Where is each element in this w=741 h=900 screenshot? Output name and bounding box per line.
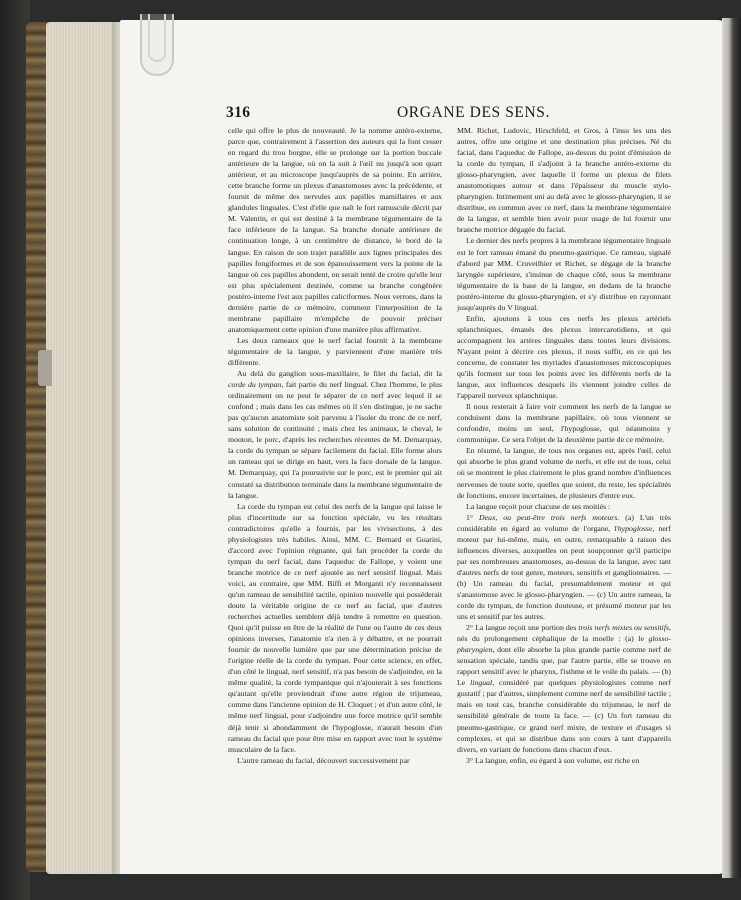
paragraph (457, 512, 671, 622)
italic-term: hypoglosse (617, 523, 653, 533)
book-spine (26, 22, 48, 872)
text-run: , nés du prolongement céphalique de la moelle : (a) le (457, 623, 671, 644)
bookmark-tab (38, 350, 52, 386)
paragraph: Les deux rameaux que le nerf facial fournit à la membrane tégumentaire de la langue, y parviennent d'une manière très différente. (228, 335, 442, 367)
paragraph (228, 368, 442, 501)
paragraph: Le dernier des nerfs propres à la membrane tégumentaire linguale est le fort rameau émané du pneumo-gastrique. Ce rameau, signalé d'abord par MM. Cruveilhier et Richet, se dégage de la branche laryngée supérieure, s'insinue de chaque côté, sous la membrane tégumentaire de la base de la langue, en dedans de la branche postéro-interne du glosso-pharyngien, et s'y distribue en rayonnant jusqu'auprès du V lingual. (457, 236, 672, 312)
page-number: 316 (226, 104, 251, 121)
text-run: , considéré par quelques physiologistes comme nerf gustatif ; par d'autres, simplement comme nerf de sensibilité tactile ; mais en tout cas, branche considérable du trijumeau, le nerf de sensibilité générale de toute la face. — (c) Un fort rameau du pneumo-gastrique, ce grand nerf mixte, de texture et d'usages si complexes, et qui se distribue dans son cours à tant d'appareils divers, en variant de fonctions dans chacun d'eux. (457, 678, 671, 754)
text-run: , nerf moteur par lui-même, mais, en outre, remarquable à raison des influences diverses, auxquelles on peut soupçonner qu'il participe par ses nombreuses anastomoses, au-dessus de la langue, avec tant d'autres nerfs de tout genre, moteurs, sensitifs et ganglionnaires. — (b) Un rameau du facial, presumablement moteur et qui s'anastomose avec le glosso-pharyngien. — (c) Un autre rameau, la corde du tympan, de fonction douteuse, et présumé moteur par les uns et sensitif par les autres. (457, 523, 671, 622)
italic-term: glosso-pharyngien (457, 634, 671, 655)
text-run: , dont elle absorbe la plus grande partie comme nerf de sensation spéciale, tandis que, par l'autre partie, elle se trouve en rapport sensitif avec le pharynx, l'isthme et le voile du palais. — (b) Le (457, 645, 671, 688)
italic-term: trois nerfs mixtes ou sensitifs (578, 623, 670, 633)
paragraph: En résumé, la langue, de tous nos organes est, après l'œil, celui qui absorbe le plus grand volume de nerfs, et elle est de tous, celui où se montrent le plus clairement le plus grand nombre d'influences nerveuses de toute sorte, quelles que soient, du reste, les spécialités de fonctions, encore incertaines, de plusieurs d'entre eux. (457, 446, 671, 500)
text-run: 2° La langue reçoit une portion des (466, 623, 579, 633)
paragraph: La corde du tympan est celui des nerfs de la langue qui laisse le plus d'incertitude sur sa fonction spéciale, vu les résultats contradictoires qu'elle a fournis, par les vivisections, à des physiologistes très habiles. Ainsi, MM. C. Bernard et Guarini, d'accord avec l'opinion régnante, qui fait procéder la corde du tympan du nerf facial, dans l'aqueduc de Fallope, y voient une branche motrice de ce nerf ajoutée au nerf sensitif lingual. Mais voici, au contraire, que MM. Biffi et Morganti n'y reconnaissent qu'un rameau de sensibilité tactile, opinion nouvelle qui posséderait doute la véritable origine de ce nerf au facial, que d'autres recherches actuelles semblent déjà tendre à remettre en question. Quoi qu'il puisse en être de la réalité de l'une ou l'autre de ces deux opinions inverses, l'anatomie n'a rien à y débattre, et ne pourrait fournir de nouvelle lumière que par une détermination précise de l'origine réelle de la corde du tympan. Pour cette science, en effet, d'un côté le lingual, nerf sensitif, n'a pas besoin de s'adjoindre, en la même qualité, la corde tympanique qui n'ajouterait à ses fonctions qu'autant qu'elle proviendrait d'une autre région de trijumeau, comme dans l'ancienne opinion de H. Cloquet ; et d'un autre côté, le même nerf lingual, pour s'adjoindre une force motrice qu'il semble déjà tenir si abondamment de l'hypoglosse, n'aurait besoin d'un rameau du facial que pour être mise en rapport avec tout le système musculaire de la face. (228, 501, 442, 754)
text-run: Au delà du ganglion sous-maxillaire, le filet du facial, dit la (237, 369, 442, 379)
page-stack-edge (46, 22, 118, 874)
list-number: 1° (466, 512, 479, 522)
paragraph (457, 622, 671, 755)
page-right-edge (722, 18, 741, 878)
page-header (226, 104, 673, 122)
text-run: (a) L'un très considérable en égard au volume de l'organe, l' (457, 512, 671, 533)
paragraph: celle qui offre le plus de nouveauté. Je la nomme antéro-externe, parce que, contrairement à l'assertion des auteurs qui la font cesser en regard du trou borgne, elle se prolonge sur la portion buccale antérieure de la langue, où on la suit à l'œil nu jusqu'à son quart antérieur, et au microscope jusqu'auprès de sa pointe. En arrière, cette branche forme un plexus d'anastomoses avec la précédente, et fournit de même des nervules aux papilles mamillaires et aux glandules linguales. C'est d'elle que naît le fort ramuscule décrit par M. Valentin, et qui est destiné à la membrane tégumentaire de la face inférieure de la langue. Sa branche dorsale antérieure de continuation longe, à un centimètre de distance, le bord de la langue. En raison de son trajet parallèle aux lignes principales des papilles fongiformes et de son épanouissement vers la pointe de la langue où ces papilles abondent, on serait tenté de croire qu'elle leur est plus spécialement destinée, comme sa branche congénère postéro-interne l'est aux papilles caliciformes. Nous verrons, dans la dernière partie de ce mémoire, comment l'interposition de la membrane papillaire m'empêche de pouvoir préciser anatomiquement cette opinion d'une manière plus affirmative. (228, 126, 442, 334)
italic-term: corde du tympan (228, 380, 282, 390)
paragraph: L'autre rameau du facial, découvert successivement par (237, 755, 410, 765)
left-text-column (228, 125, 442, 766)
italic-term: Deux, ou peut-être trois nerfs moteurs. (478, 512, 620, 522)
text-run: , fait partie du nerf lingual. Chez l'homme, le plus ordinairement on ne peut le séparer de ce nerf avec lequel il se confond ; mais dans les cas mêmes où il s'en distingue, je ne sache pas qu'aucun anatomiste soit parvenu à l'isoler du tronc de ce nerf, sans solution de continuité ; mais chez les animaux, le cheval, le mouton, le porc, d'après les recherches récentes de M. Demarquay, la corde du tympan se sépare facilement du facial. Elle forme alors un rameau qui se dirige en haut, vers la face dorsale de la langue. M. Demarquay, qui l'a poursuivie sur le porc, est le premier qui ait constaté sa distribution terminale dans la membrane tégumentaire de la langue. (228, 380, 442, 500)
right-text-column (457, 125, 671, 766)
paragraph: 3° La langue, enfin, eu égard à son volume, est riche en (466, 755, 640, 765)
paragraph: Il nous resterait à faire voir comment les nerfs de la langue se conduisent dans la membrane papillaire, où tous viennent se confondre, moins un seul, l'hypoglosse, qui néanmoins y communique. Ce sera l'objet de la deuxième partie de ce mémoire. (457, 402, 671, 445)
running-title: ORGANE DES SENS. (397, 104, 550, 121)
italic-term: lingual (470, 678, 493, 688)
paragraph: MM. Richet, Ludovic, Hirschfeld, et Gros, à l'insu les uns des autres, offre une origine et une destination plus précises. Né du facial, dans l'aqueduc de Fallope, au-dessus du point d'émission de la corde du tympan, il s'adjoint à la branche antéro-externe du glosso-pharyngien, avec laquelle il forme un plexus de filets anastomotiques autour et dans l'épaisseur du muscle stylo-pharyngien. Intimement uni au delà avec le glosso-pharyngien, il se distribue, en commun avec ce nerf, dans la membrane tégumentaire de la langue, et semble bien avoir pour usage de lui fournir une branche motrice dégagée du facial. (457, 126, 671, 235)
paragraph: Enfin, ajoutons à tous ces nerfs les plexus artériels splanchniques, émanés des plexus intercarotidiens, et qui accompagnent les artères linguales dans toutes leurs divisions. N'ayant point à décrire ces plexus, il nous suffit, en ce qui les concerne, de constater les myriades d'anastomoses microscopiques qu'ils forment sur tous les points avec les différents nerfs de la langue, aux influences desquels ils viennent joindre celles de l'appareil nerveux splanchnique. (457, 313, 671, 401)
paper-clip-inner-loop (148, 14, 166, 62)
paragraph: La langue reçoit pour chacune de ses moitiés : (466, 501, 611, 511)
